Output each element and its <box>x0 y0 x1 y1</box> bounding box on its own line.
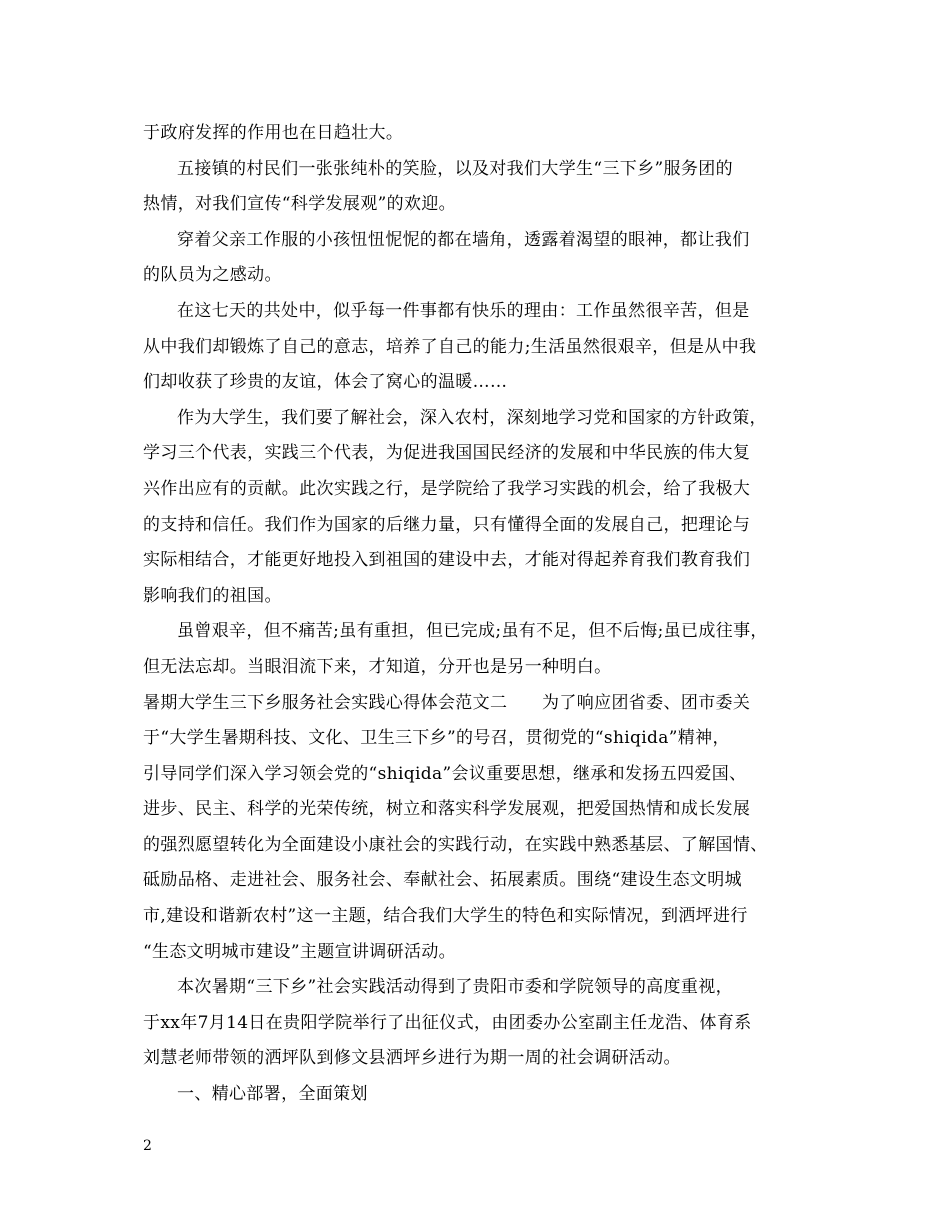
text-line: 影响我们的祖国。 <box>143 585 282 606</box>
document-body <box>143 116 823 1113</box>
text-line: 于政府发挥的作用也在日趋壮大。 <box>143 123 404 143</box>
text-line: 一、精心部署，全面策划 <box>177 1084 368 1105</box>
text-line: 实际相结合，才能更好地投入到祖国的建设中去，才能对得起养育我们教育我们 <box>143 550 751 571</box>
text-line: 引导同学们深入学习领会党的“shiqida”会议重要思想，继承和发扬五四爱国、 <box>143 763 747 784</box>
text-line: 在这七天的共处中，似乎每一件事都有快乐的理由：工作虽然很辛苦，但是 <box>177 300 750 321</box>
text-line: “生态文明城市建设”主题宣讲调研活动。 <box>143 941 457 962</box>
text-line: 们却收获了珍贵的友谊，体会了窝心的温暖…… <box>143 372 508 393</box>
text-line: 作为大学生，我们要了解社会，深入农村，深刻地学习党和国家的方针政策， <box>177 407 767 428</box>
text-line: 的队员为之感动。 <box>143 265 282 286</box>
text-line: 五接镇的村民们一张张纯朴的笑脸，以及对我们大学生“三下乡”服务团的 <box>177 158 733 179</box>
text-line: 于xx年7月14日在贵阳学院举行了出征仪式，由团委办公室副主任龙浩、体育系 <box>143 1012 752 1033</box>
text-line: 虽曾艰辛，但不痛苦;虽有重担，但已完成;虽有不足，但不后悔;虽已成往事， <box>177 621 768 642</box>
text-line: 热情，对我们宣传“科学发展观”的欢迎。 <box>143 194 457 215</box>
text-line: 的强烈愿望转化为全面建设小康社会的实践行动，在实践中熟悉基层、了解国情、 <box>143 834 768 855</box>
text-line: 从中我们却锻炼了自己的意志，培养了自己的能力;生活虽然很艰辛，但是从中我 <box>143 336 757 357</box>
text-line: 本次暑期“三下乡”社会实践活动得到了贵阳市委和学院领导的高度重视， <box>177 977 733 998</box>
text-line: 穿着父亲工作服的小孩忸忸怩怩的都在墙角，透露着渴望的眼神，都让我们 <box>177 229 750 250</box>
page-number: 2 <box>143 1138 152 1154</box>
text-line: 兴作出应有的贡献。此次实践之行，是学院给了我学习实践的机会，给了我极大 <box>143 478 751 499</box>
text-line: 的支持和信任。我们作为国家的后继力量，只有懂得全面的发展自己，把理论与 <box>143 514 751 535</box>
text-line: 但无法忘却。当眼泪流下来，才知道，分开也是另一种明白。 <box>143 656 612 677</box>
text-line: 刘慧老师带领的洒坪队到修文县洒坪乡进行为期一周的社会调研活动。 <box>143 1048 681 1069</box>
text-line: 砥励品格、走进社会、服务社会、奉献社会、拓展素质。围绕“建设生态文明城 <box>143 870 742 891</box>
text-line: 进步、民主、科学的光荣传统，树立和落实科学发展观，把爱国热情和成长发展 <box>143 799 751 820</box>
text-line: 学习三个代表，实践三个代表，为促进我国国民经济的发展和中华民族的伟大复 <box>143 443 751 464</box>
text-line: 市,建设和谐新农村”这一主题，结合我们大学生的特色和实际情况，到洒坪进行 <box>143 906 748 927</box>
text-line: 于“大学生暑期科技、文化、卫生三下乡”的号召，贯彻党的“shiqida”精神， <box>143 728 730 749</box>
text-line: 暑期大学生三下乡服务社会实践心得体会范文二 为了响应团省委、团市委关 <box>143 692 751 713</box>
